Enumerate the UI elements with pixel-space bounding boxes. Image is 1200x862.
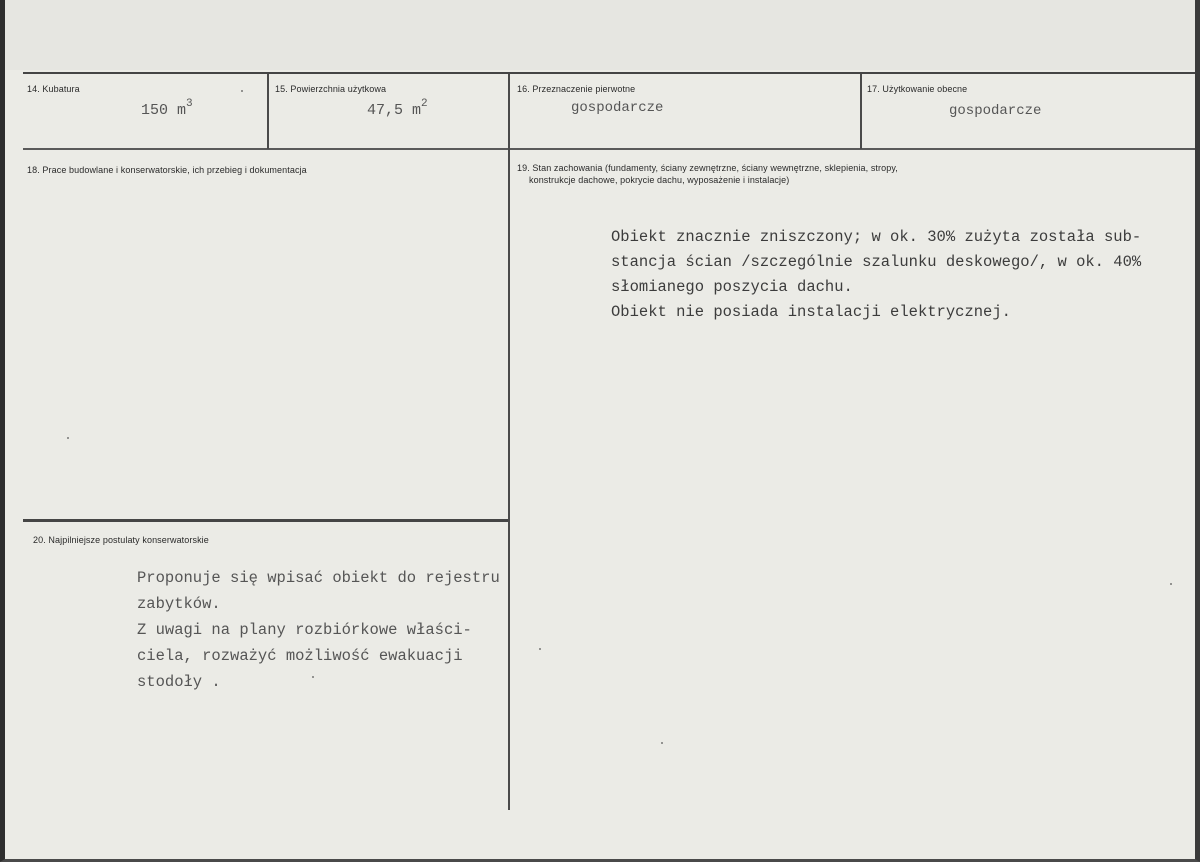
field-18-label: 18. Prace budowlane i konserwatorskie, ich przebieg i dokumentacja — [27, 165, 307, 175]
field-19-line: Obiekt znacznie zniszczony; w ok. 30% zużyta została sub- — [611, 228, 1142, 246]
field-15-value — [367, 100, 428, 119]
paper-speck — [539, 648, 541, 650]
field-20-line: Z uwagi na plany rozbiórkowe właści- — [137, 621, 472, 639]
field-19-text — [611, 225, 1141, 325]
paper-speck — [1170, 583, 1172, 585]
field-20-text — [137, 565, 500, 695]
divider-14-15 — [267, 74, 269, 149]
paper-speck — [312, 676, 314, 678]
card-top-margin — [5, 0, 1195, 70]
field-20-line: ciela, rozważyć możliwość ewakuacji — [137, 647, 463, 665]
field-14-value — [141, 100, 193, 119]
kubatura-value: 150 m — [141, 102, 187, 119]
field-19-label-line2: konstrukcje dachowe, pokrycie dachu, wyposażenie i instalacje) — [529, 175, 790, 185]
field-17-value: gospodarcze — [949, 103, 1042, 119]
field-15-label: 15. Powierzchnia użytkowa — [275, 84, 387, 94]
row1-bottom-rule — [23, 148, 1200, 150]
field-20-label: 20. Najpilniejsze postulaty konserwatorskie — [33, 535, 209, 545]
field-19-line: słomianego poszycia dachu. — [611, 278, 853, 296]
field-19-line: stancja ścian /szczególnie szalunku deskowego/, w ok. 40% — [611, 253, 1142, 271]
divider-16-17 — [860, 74, 862, 149]
kubatura-unit-exponent: 3 — [186, 98, 193, 110]
powierzchnia-unit-exponent: 2 — [421, 98, 428, 110]
paper-speck — [67, 437, 69, 439]
field-20-line: Proponuje się wpisać obiekt do rejestru — [137, 569, 500, 587]
field-16-label: 16. Przeznaczenie pierwotne — [517, 84, 636, 94]
field-17-label: 17. Użytkowanie obecne — [867, 84, 968, 94]
field-19-label-line1: 19. Stan zachowania (fundamenty, ściany zewnętrzne, ściany wewnętrzne, sklepienia, stropy, — [517, 163, 898, 173]
field-19-line: Obiekt nie posiada instalacji elektrycznej. — [611, 303, 1011, 321]
paper-speck — [661, 742, 663, 744]
field-16-value: gospodarcze — [571, 100, 664, 116]
top-rule — [23, 72, 1200, 74]
field-20-line: zabytków. — [137, 595, 221, 613]
divider-15-16 — [508, 74, 510, 810]
field20-top-rule — [23, 519, 508, 522]
field-14-label: 14. Kubatura — [27, 84, 80, 94]
powierzchnia-value: 47,5 m — [367, 102, 422, 119]
field-20-line: stodoły . — [137, 673, 221, 691]
paper-speck — [241, 90, 243, 92]
